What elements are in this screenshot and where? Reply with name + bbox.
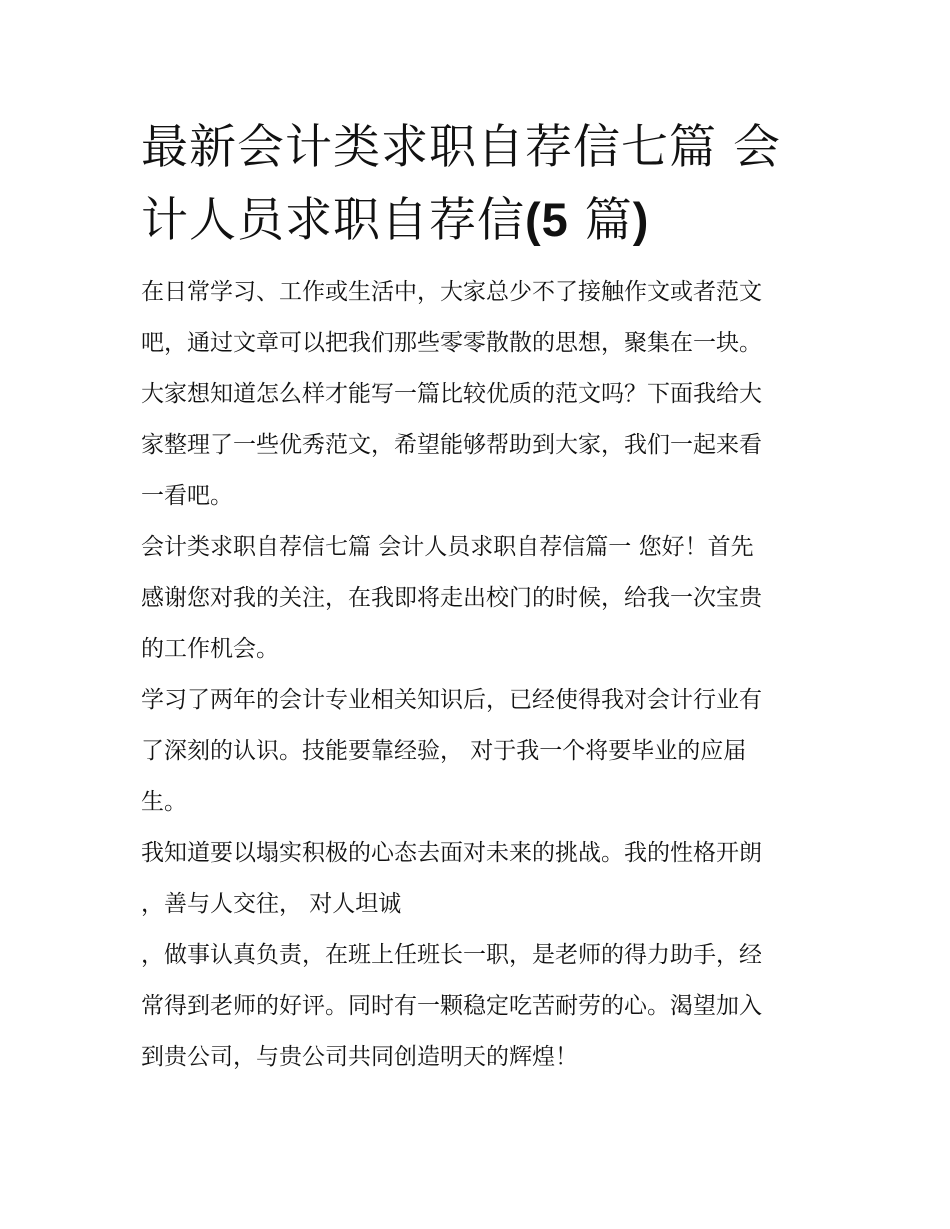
title-line-2 (141, 184, 821, 257)
document-title (141, 112, 821, 257)
paragraph-line: 会计类求职自荐信七篇 会计人员求职自荐信篇一 您好！首先 (141, 534, 754, 560)
title-pian: 篇 (568, 193, 633, 248)
paragraph-attitude (141, 828, 821, 930)
title-line-1: 最新会计类求职自荐信七篇 会 (141, 120, 781, 175)
title-paren-close: ) (632, 193, 650, 246)
paragraph-line: 一看吧。 (141, 483, 233, 509)
paragraph-responsibility (141, 930, 821, 1083)
paragraph-line: 我知道要以塌实积极的心态去面对未来的挑战。我的性格开朗 (141, 840, 762, 866)
paragraph-line: ，做事认真负责，在班上任班长一职，是老师的得力助手，经 (141, 942, 762, 968)
paragraph-line: 的工作机会。 (141, 636, 279, 662)
title-line-2-text: 计人员求职自荐信 (141, 193, 525, 248)
paragraph-line: 吧，通过文章可以把我们那些零零散散的思想，聚集在一块。 (141, 330, 762, 356)
paragraph-line: 大家想知道怎么样才能写一篇比较优质的范文吗？下面我给大 (141, 381, 762, 407)
paragraph-line: 到贵公司，与贵公司共同创造明天的辉煌！ (141, 1044, 578, 1070)
paragraph-line: 常得到老师的好评。同时有一颗稳定吃苦耐劳的心。渴望加入 (141, 993, 762, 1019)
paragraph-greeting (141, 522, 821, 675)
paragraph-study (141, 675, 821, 828)
title-paren-count: (5 (525, 193, 569, 246)
paragraph-intro (141, 267, 821, 522)
paragraph-line: 生。 (141, 789, 187, 815)
paragraph-line: 感谢您对我的关注，在我即将走出校门的时候，给我一次宝贵 (141, 585, 762, 611)
paragraph-line: 学习了两年的会计专业相关知识后，已经使得我对会计行业有 (141, 687, 762, 713)
paragraph-line: 在日常学习、工作或生活中，大家总少不了接触作文或者范文 (141, 279, 762, 305)
paragraph-line: ，善与人交往， 对人坦诚 (141, 891, 402, 917)
paragraph-line: 家整理了一些优秀范文，希望能够帮助到大家，我们一起来看 (141, 432, 762, 458)
document-content (141, 112, 821, 1083)
paragraph-line: 了深刻的认识。技能要靠经验， 对于我一个将要毕业的应届 (141, 738, 747, 764)
